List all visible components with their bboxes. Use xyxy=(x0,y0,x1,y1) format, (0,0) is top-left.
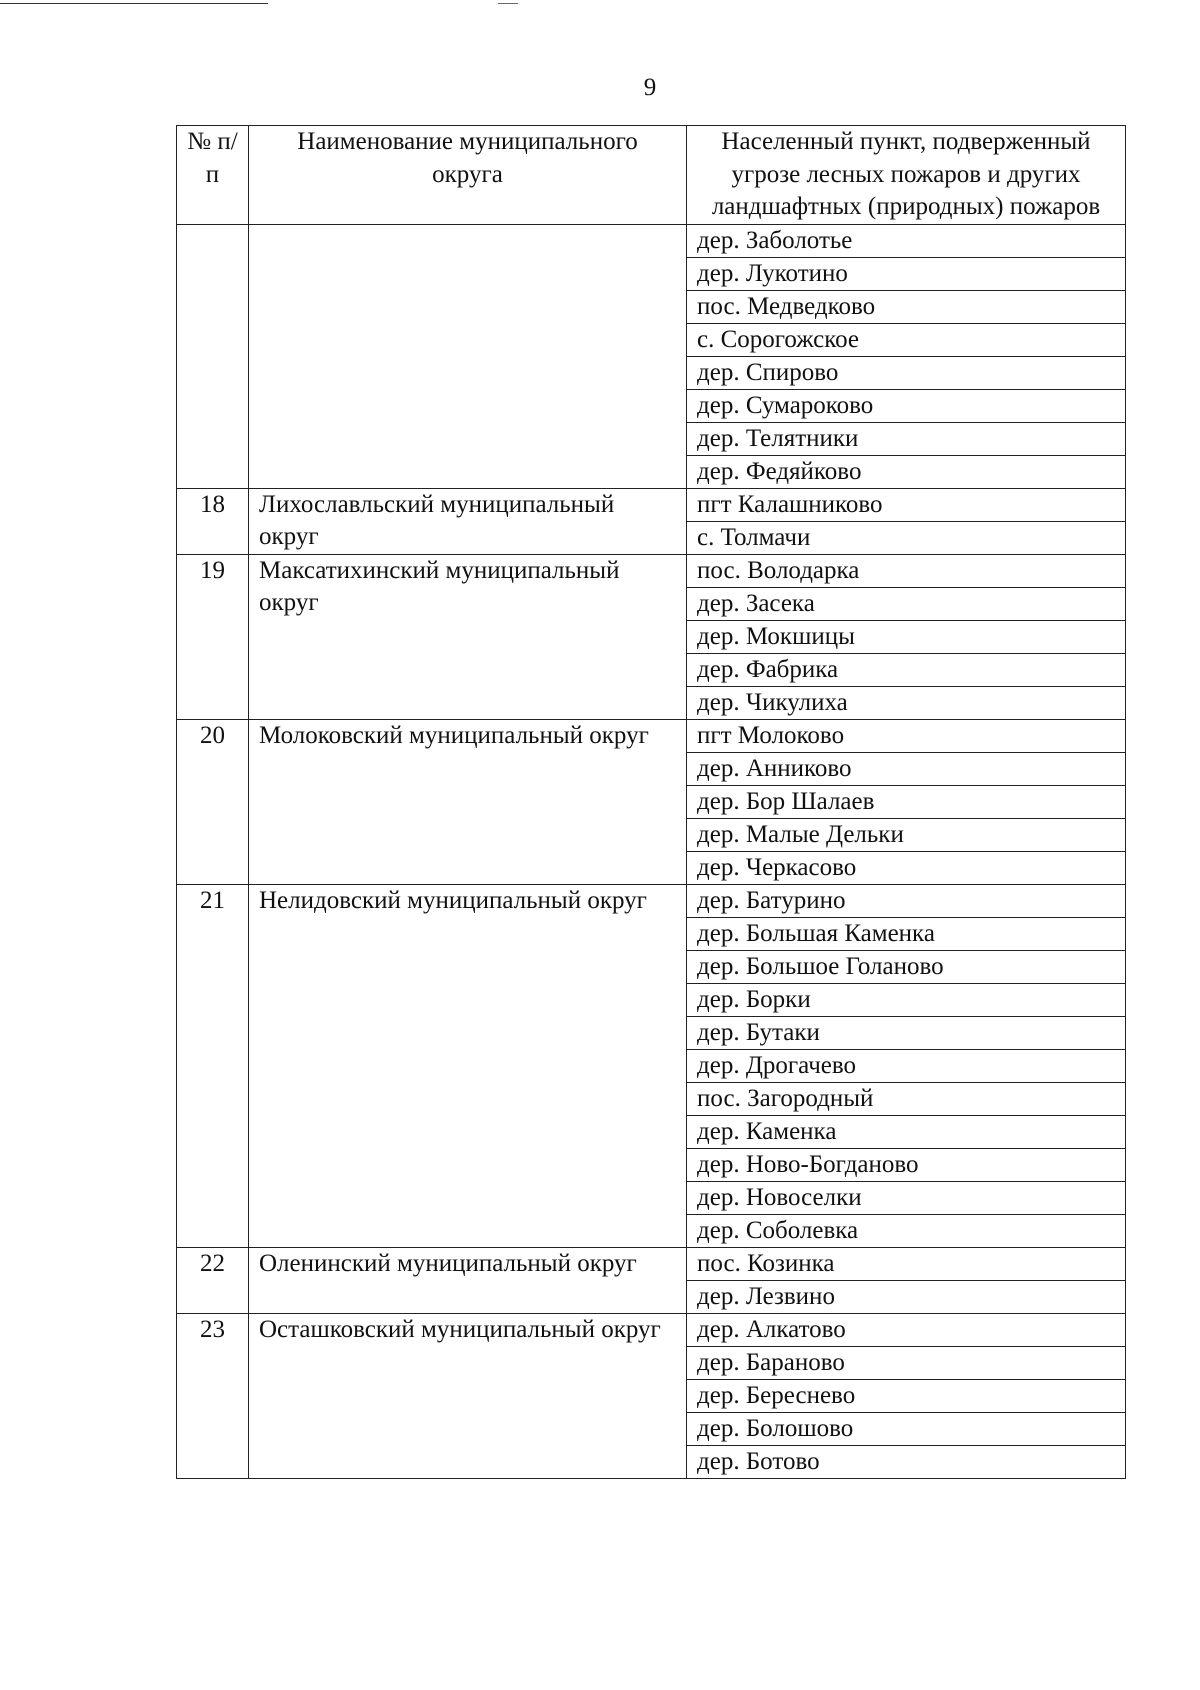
settlement-name: дер. Лукотино xyxy=(687,257,1126,290)
settlement-name: дер. Ново-Богданово xyxy=(687,1148,1126,1181)
settlement-name: дер. Соболевка xyxy=(687,1214,1126,1247)
settlement-name: дер. Борки xyxy=(687,983,1126,1016)
row-number xyxy=(177,224,249,488)
settlement-name: дер. Новоселки xyxy=(687,1181,1126,1214)
row-number: 23 xyxy=(177,1313,249,1478)
settlement-name: пгт Калашниково xyxy=(687,488,1126,521)
settlement-name: с. Толмачи xyxy=(687,521,1126,554)
page-number: 9 xyxy=(643,74,657,101)
settlement-name: дер. Черкасово xyxy=(687,851,1126,884)
settlement-name: пос. Медведково xyxy=(687,290,1126,323)
settlement-name: дер. Мокшицы xyxy=(687,620,1126,653)
settlement-name: дер. Болошово xyxy=(687,1412,1126,1445)
table-body xyxy=(177,224,1126,1478)
settlement-name: с. Сорогожское xyxy=(687,323,1126,356)
settlement-name: дер. Береснево xyxy=(687,1379,1126,1412)
settlement-name: дер. Фабрика xyxy=(687,653,1126,686)
settlement-name: пос. Козинка xyxy=(687,1247,1126,1280)
settlement-name: пос. Загородный xyxy=(687,1082,1126,1115)
district-name: Осташковский муниципальный округ xyxy=(249,1313,687,1478)
table-row xyxy=(177,554,1126,587)
row-number: 19 xyxy=(177,554,249,719)
settlement-name: дер. Малые Дельки xyxy=(687,818,1126,851)
settlement-name: дер. Засека xyxy=(687,587,1126,620)
district-name: Нелидовский муниципальный округ xyxy=(249,884,687,1247)
settlement-name: дер. Дрогачево xyxy=(687,1049,1126,1082)
settlement-name: дер. Лезвино xyxy=(687,1280,1126,1313)
settlement-name: дер. Большое Голаново xyxy=(687,950,1126,983)
settlement-name: дер. Алкатово xyxy=(687,1313,1126,1346)
table-row xyxy=(177,1247,1126,1280)
table-row xyxy=(177,224,1126,257)
scan-top-mark xyxy=(498,3,518,4)
district-name: Молоковский муниципальный округ xyxy=(249,719,687,884)
district-name: Максатихинский муниципальный округ xyxy=(249,554,687,719)
settlement-name: дер. Батурино xyxy=(687,884,1126,917)
scan-top-line xyxy=(0,3,268,4)
row-number: 22 xyxy=(177,1247,249,1313)
header-district: Наименование муниципального округа xyxy=(249,126,687,225)
table-row xyxy=(177,884,1126,917)
settlement-name: дер. Анниково xyxy=(687,752,1126,785)
table-header-row xyxy=(177,126,1126,225)
settlement-name: дер. Спирово xyxy=(687,356,1126,389)
settlement-name: дер. Большая Каменка xyxy=(687,917,1126,950)
row-number: 18 xyxy=(177,488,249,554)
settlements-table xyxy=(176,125,1126,1479)
settlement-name: дер. Каменка xyxy=(687,1115,1126,1148)
district-name: Лихославльский муниципальный округ xyxy=(249,488,687,554)
row-number: 20 xyxy=(177,719,249,884)
district-name xyxy=(249,224,687,488)
settlement-name: дер. Бутаки xyxy=(687,1016,1126,1049)
settlement-name: дер. Заболотье xyxy=(687,224,1126,257)
row-number: 21 xyxy=(177,884,249,1247)
settlement-name: дер. Ботово xyxy=(687,1445,1126,1478)
table-row xyxy=(177,1313,1126,1346)
district-name: Оленинский муниципальный округ xyxy=(249,1247,687,1313)
table-row xyxy=(177,488,1126,521)
settlement-name: дер. Телятники xyxy=(687,422,1126,455)
settlement-name: пос. Володарка xyxy=(687,554,1126,587)
settlement-name: дер. Бор Шалаев xyxy=(687,785,1126,818)
settlement-name: дер. Чикулиха xyxy=(687,686,1126,719)
header-settlement: Населенный пункт, подверженный угрозе лесных пожаров и других ландшафтных (природных) пожаров xyxy=(687,126,1126,225)
settlement-name: дер. Федяйково xyxy=(687,455,1126,488)
settlement-name: дер. Бараново xyxy=(687,1346,1126,1379)
settlement-name: пгт Молоково xyxy=(687,719,1126,752)
table-row xyxy=(177,719,1126,752)
settlement-name: дер. Сумароково xyxy=(687,389,1126,422)
header-number: № п/п xyxy=(177,126,249,225)
